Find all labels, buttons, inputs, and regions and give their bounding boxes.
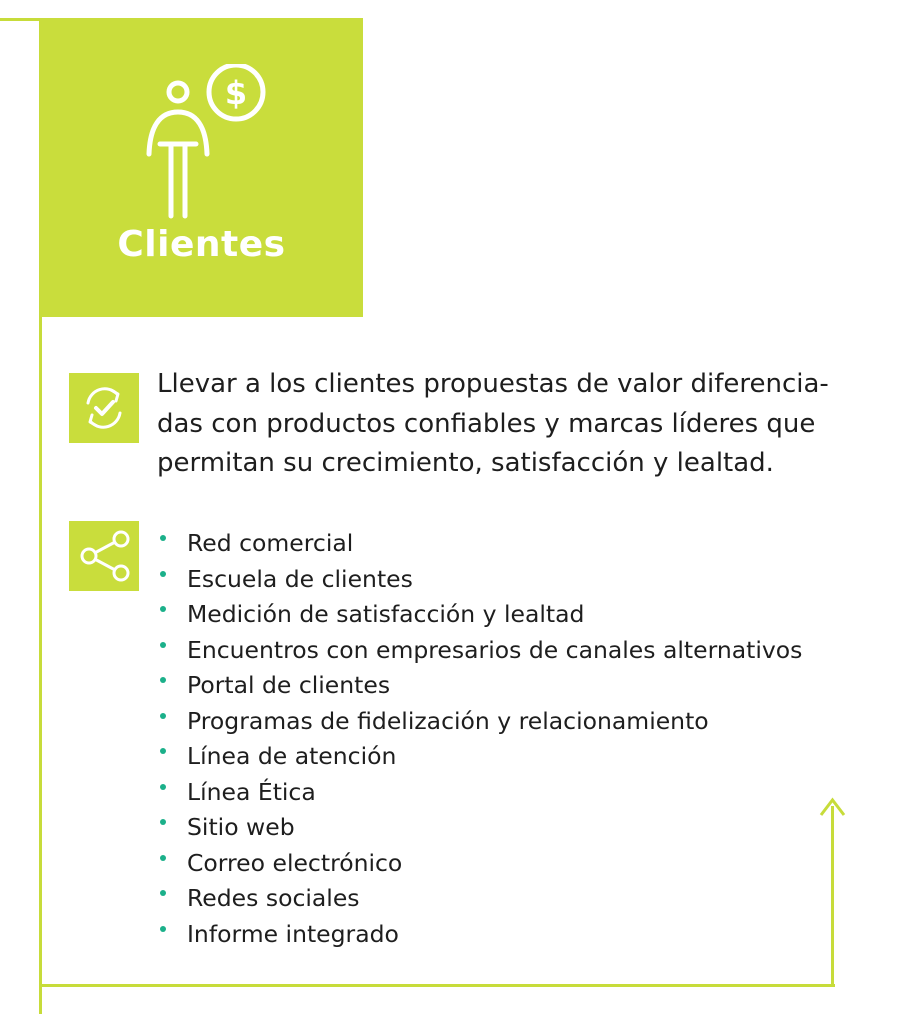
description-line: permitan su crecimiento, satisfacción y lealtad. [157,448,774,478]
list-item-label: Medición de satisfacción y lealtad [187,600,585,628]
bullet [160,748,166,754]
list-item-label: Red comercial [187,529,354,557]
bullet [160,642,166,648]
bullet [160,677,166,683]
frame-right-line [831,806,834,987]
list-item [158,526,802,562]
bullet [160,606,166,612]
bullet [160,571,166,577]
person-dollar-icon [140,64,270,222]
header-block [40,18,363,317]
list-item-label: Línea Ética [187,777,316,806]
list-item [158,597,802,633]
share-icon [69,521,139,591]
list-item-label: Informe integrado [187,919,399,948]
list-item [158,810,802,846]
bullet [160,855,166,861]
value-proposition-text [157,365,857,484]
list-item-label: Encuentros con empresarios de canales alternativos [187,635,803,664]
list-item [158,739,802,775]
section-title: Clientes [117,224,286,265]
list-item [158,704,802,740]
list-item-label: Portal de clientes [187,671,391,699]
list-item [158,917,802,953]
frame-top-line [0,18,40,21]
channel-list [158,526,802,952]
check-cycle-icon [69,373,139,443]
list-item [158,775,802,811]
list-item-label: Sitio web [187,813,295,841]
list-item [158,881,802,917]
arrow-up-icon [818,796,848,818]
frame-bottom-line [39,984,835,987]
bullet [160,713,166,719]
list-item-label: Redes sociales [187,884,360,912]
bullet [160,926,166,932]
bullet [160,784,166,790]
list-item [158,633,802,669]
bullet [160,535,166,541]
list-item [158,668,802,704]
list-item-label: Escuela de clientes [187,564,413,593]
list-item [158,562,802,598]
list-item-label: Programas de fidelización y relacionamiento [187,706,709,735]
list-item-label: Correo electrónico [187,848,403,877]
bullet [160,890,166,896]
list-item-label: Línea de atención [187,742,397,770]
list-item [158,846,802,882]
description-line: das con productos confiables y marcas líderes que [157,408,816,439]
description-line: Llevar a los clientes propuestas de valor diferencia- [157,369,829,399]
bullet [160,819,166,825]
svg-text:$: $ [224,74,248,112]
